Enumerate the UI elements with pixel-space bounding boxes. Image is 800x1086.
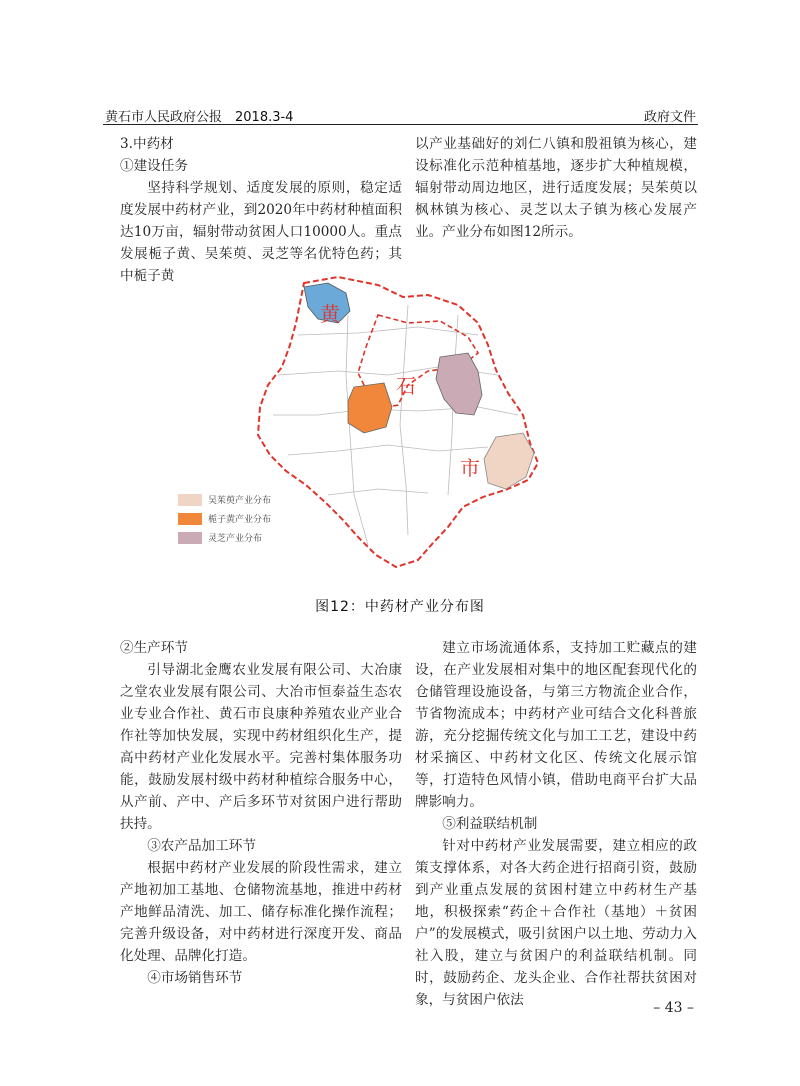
paragraph-2: 引导湖北金鹰农业发展有限公司、大冶康之堂农业发展有限公司、大冶市恒泰益生态农业专业合作社、黄石市良康种养殖农业产业合作社等加快发展，实现中药材组织化生产，提高中药材产业化发展水平。完善村集体服务功能，鼓励发展村级中药材种植综合服务中心，从产前、产中、产后多环节对贫困户进行帮助扶持。 <box>120 662 402 832</box>
city-char-2: 石 <box>396 374 416 398</box>
figure-caption: 图12：中药材产业分布图 <box>315 599 485 615</box>
journal-title: 黄石市人民政府公报 2018.3-4 <box>105 110 294 125</box>
legend-swatch-gardenia <box>178 513 202 525</box>
map-graphic <box>178 275 572 575</box>
paragraph-1: 坚持科学规划、适度发展的原则，稳定适度发展中药材产业，到2020年中药材种植面积达10万亩，辐射带动贫困人口10000人。重点发展栀子黄、吴茱萸、灵芝等名优特色药；其中栀子黄 <box>120 180 402 284</box>
section-heading: 3.中药材 <box>120 136 174 152</box>
legend-label-gardenia: 栀子黄产业分布 <box>208 515 272 525</box>
paragraph-3: 根据中药材产业发展的阶段性需求，建立产地初加工基地、仓储物流基地，推进中药材产地鲜品清洗、加工、储存标准化操作流程；完善升级设备，对中药材进行深度开发、商品化处理、品牌化打造。 <box>120 860 402 964</box>
right-column-top <box>415 133 697 243</box>
subsection-heading-5: ⑤利益联结机制 <box>442 816 538 832</box>
legend-ganoderma <box>178 531 262 544</box>
legend-label-ganoderma: 灵芝产业分布 <box>208 534 263 544</box>
legend-evodia <box>178 493 271 506</box>
right-column-bottom <box>415 637 697 1011</box>
paragraph-4: 建立市场流通体系，支持加工贮藏点的建设，在产业发展相对集中的地区配套现代化的仓储管理设施设备，与第三方物流企业合作，节省物流成本；中药材产业可结合文化科普旅游，充分挖掘传统文化与加工工艺，建设中药材采摘区、中药材文化区、传统文化展示馆等，打造特色风情小镇，借助电商平台扩大品牌影响力。 <box>415 640 697 810</box>
subsection-heading-2: ②生产环节 <box>120 640 188 656</box>
section-label: 政府文件 <box>643 110 696 125</box>
paragraph-1-continued: 以产业基础好的刘仁八镇和殷祖镇为核心，建设标准化示范种植基地，逐步扩大种植规模，辐射带动周边地区，进行适度发展；吴茱萸以枫林镇为核心、灵芝以太子镇为核心发展产业。产业分布如图12所示。 <box>415 136 697 240</box>
legend-label-evodia: 吴茱萸产业分布 <box>208 496 272 506</box>
city-char-3: 市 <box>460 456 480 480</box>
subsection-heading-3: ③农产品加工环节 <box>147 838 256 854</box>
legend-gardenia <box>178 512 271 525</box>
left-column-bottom <box>120 637 402 989</box>
page-number: – 43 – <box>653 1000 694 1016</box>
city-char-1: 黄 <box>320 302 340 326</box>
header-rule <box>103 124 698 125</box>
legend-swatch-ganoderma <box>178 532 202 544</box>
left-column-top <box>120 133 402 287</box>
paragraph-5: 针对中药材产业发展需要，建立相应的政策支撑体系，对各大药企进行招商引资，鼓励到产业重点发展的贫困村建立中药材生产基地，积极探索“药企＋合作社（基地）＋贫困户”的发展模式，吸引贫困户以土地、劳动力入社入股，建立与贫困户的利益联结机制。同时，鼓励药企、龙头企业、合作社帮扶贫困对象，与贫困户依法 <box>415 838 697 1008</box>
subsection-heading-4: ④市场销售环节 <box>147 970 243 986</box>
subsection-heading-1: ①建设任务 <box>120 158 188 174</box>
legend-swatch-evodia <box>178 494 202 506</box>
industry-distribution-map <box>178 275 572 575</box>
gardenia-region <box>348 383 392 433</box>
